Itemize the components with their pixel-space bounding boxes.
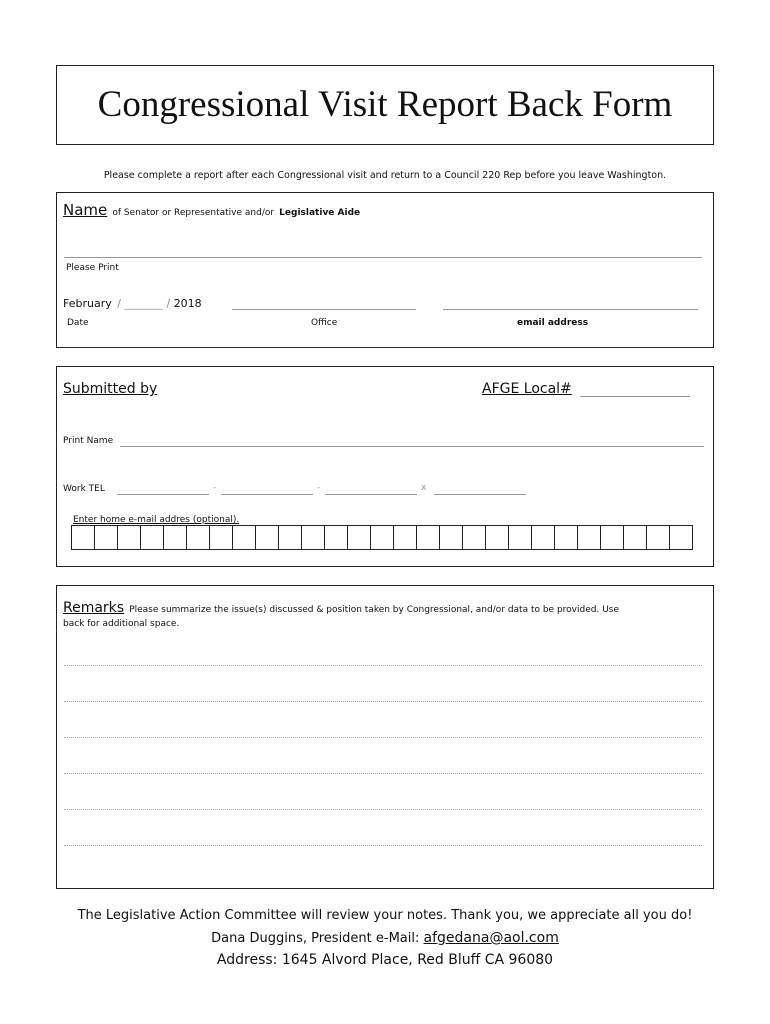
email-char-box[interactable] bbox=[417, 525, 440, 550]
email-char-box[interactable] bbox=[233, 525, 256, 550]
remarks-label: Remarks bbox=[63, 600, 125, 616]
name-label-row bbox=[63, 200, 360, 219]
remarks-line[interactable] bbox=[64, 665, 702, 666]
name-label-rest: of Senator or Representative and/or bbox=[112, 208, 275, 218]
email-char-box[interactable] bbox=[302, 525, 325, 550]
email-char-box[interactable] bbox=[95, 525, 118, 550]
remarks-line[interactable] bbox=[64, 773, 702, 774]
email-char-box[interactable] bbox=[164, 525, 187, 550]
remarks-header bbox=[63, 597, 619, 616]
president-contact: Dana Duggins, President e-Mail: bbox=[211, 931, 420, 946]
instruction-text: Please complete a report after each Congressional visit and return to a Council 220 Rep before you leave Washington. bbox=[103, 170, 667, 181]
email-char-box[interactable] bbox=[647, 525, 670, 550]
email-char-box[interactable] bbox=[601, 525, 624, 550]
email-char-box[interactable] bbox=[256, 525, 279, 550]
remarks-line[interactable] bbox=[64, 737, 702, 738]
email-char-box[interactable] bbox=[279, 525, 302, 550]
email-char-box[interactable] bbox=[440, 525, 463, 550]
email-char-box[interactable] bbox=[509, 525, 532, 550]
email-char-box[interactable] bbox=[118, 525, 141, 550]
email-char-box[interactable] bbox=[463, 525, 486, 550]
print-name-input-line[interactable] bbox=[120, 446, 704, 447]
date-field[interactable] bbox=[63, 297, 202, 310]
email-char-box[interactable] bbox=[141, 525, 164, 550]
tel-sep-2: - bbox=[317, 483, 321, 493]
date-day-blank[interactable]: _______ bbox=[124, 297, 163, 310]
tel-ext-label: x bbox=[421, 483, 427, 493]
tel-area-input[interactable] bbox=[117, 494, 209, 495]
remarks-instruction-line-2: back for additional space. bbox=[63, 619, 180, 629]
work-tel-label: Work TEL bbox=[63, 484, 105, 494]
footer-line-1: The Legislative Action Committee will review your notes. Thank you, we appreciate all you do! bbox=[77, 908, 693, 923]
tel-extension-input[interactable] bbox=[434, 494, 526, 495]
footer-line-2 bbox=[0, 930, 770, 946]
office-input-line[interactable] bbox=[232, 309, 416, 310]
date-sep-1: / bbox=[117, 297, 121, 310]
name-label: Name bbox=[63, 201, 108, 219]
remarks-line[interactable] bbox=[64, 845, 702, 846]
date-year: 2018 bbox=[173, 297, 202, 310]
remarks-line[interactable] bbox=[64, 701, 702, 702]
president-email-link[interactable]: afgedana@aol.com bbox=[423, 930, 559, 946]
email-char-box[interactable] bbox=[72, 525, 95, 550]
afge-local-label: AFGE Local# bbox=[482, 381, 572, 397]
tel-prefix-input[interactable] bbox=[221, 494, 313, 495]
email-char-box[interactable] bbox=[486, 525, 509, 550]
please-print-label: Please Print bbox=[66, 263, 119, 273]
remarks-line[interactable] bbox=[64, 809, 702, 810]
date-month: February bbox=[63, 297, 112, 310]
home-email-label: Enter home e-mail addres (optional). bbox=[73, 515, 240, 525]
email-char-box[interactable] bbox=[624, 525, 647, 550]
form-title: Congressional Visit Report Back Form bbox=[97, 84, 673, 125]
name-label-bold: Legislative Aide bbox=[279, 208, 361, 218]
afge-local-input-line[interactable] bbox=[580, 396, 690, 397]
remarks-instruction: Please summarize the issue(s) discussed & position taken by Congressional, and/or data to be provided. Use bbox=[129, 605, 620, 615]
name-input-line[interactable] bbox=[64, 257, 702, 258]
date-label: Date bbox=[67, 318, 89, 328]
office-label: Office bbox=[311, 318, 338, 328]
email-char-box[interactable] bbox=[532, 525, 555, 550]
email-char-box[interactable] bbox=[394, 525, 417, 550]
tel-sep-1: - bbox=[213, 483, 217, 493]
date-sep-2: / bbox=[166, 297, 171, 310]
email-char-box[interactable] bbox=[555, 525, 578, 550]
email-char-box[interactable] bbox=[371, 525, 394, 550]
email-char-box[interactable] bbox=[187, 525, 210, 550]
tel-number-input[interactable] bbox=[325, 494, 417, 495]
email-char-box[interactable] bbox=[325, 525, 348, 550]
email-char-box[interactable] bbox=[670, 525, 693, 550]
home-email-char-boxes[interactable] bbox=[71, 525, 693, 550]
email-char-box[interactable] bbox=[578, 525, 601, 550]
email-input-line[interactable] bbox=[443, 309, 698, 310]
print-name-label: Print Name bbox=[63, 436, 114, 446]
footer-address: Address: 1645 Alvord Place, Red Bluff CA 96080 bbox=[216, 952, 554, 968]
submitted-by-label: Submitted by bbox=[63, 381, 158, 397]
email-address-label: email address bbox=[517, 318, 589, 328]
email-char-box[interactable] bbox=[348, 525, 371, 550]
email-char-box[interactable] bbox=[210, 525, 233, 550]
